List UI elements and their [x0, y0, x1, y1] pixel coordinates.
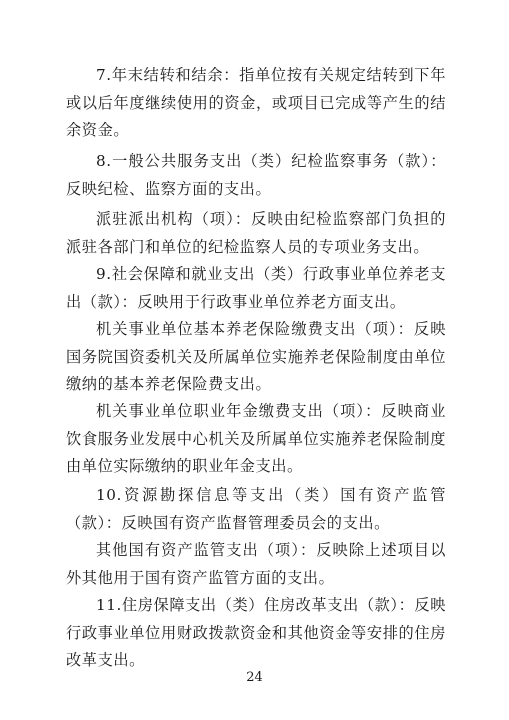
paragraph-discipline-inspection: 8.一般公共服务支出（类）纪检监察事务（款）：反映纪检、监察方面的支出。: [66, 152, 446, 198]
paragraph-other-asset-supervision: 其他国有资产监管支出（项）：反映除上述项目以外其他用于国有资产监管方面的支出。: [66, 541, 446, 587]
paragraph-social-security: 9.社会保障和就业支出（类）行政事业单位养老支出（款）：反映用于行政事业单位养老方面支出。: [66, 265, 446, 311]
paragraph-year-end-balance: 7.年末结转和结余：指单位按有关规定结转到下年或以后年度继续使用的资金，或项目已完成等产生的结余资金。: [66, 66, 446, 139]
paragraph-housing-reform: 11.住房保障支出（类）住房改革支出（款）：反映行政事业单位用财政拨款资金和其他资金等安排的住房改革支出。: [66, 596, 446, 669]
paragraph-dispatched-agencies: 派驻派出机构（项）：反映由纪检监察部门负担的派驻各部门和单位的纪检监察人员的专项业务支出。: [66, 210, 446, 256]
page-number: 24: [246, 670, 263, 685]
paragraph-occupational-annuity: 机关事业单位职业年金缴费支出（项）：反映商业饮食服务业发展中心机关及所属单位实施养老保险制度由单位实际缴纳的职业年金支出。: [66, 402, 446, 475]
paragraph-basic-pension: 机关事业单位基本养老保险缴费支出（项）：反映国务院国资委机关及所属单位实施养老保险制度由单位缴纳的基本养老保险费支出。: [66, 320, 446, 393]
paragraph-resource-exploration: 10.资源勘探信息等支出（类）国有资产监管（款）：反映国有资产监督管理委员会的支出。: [66, 486, 446, 532]
